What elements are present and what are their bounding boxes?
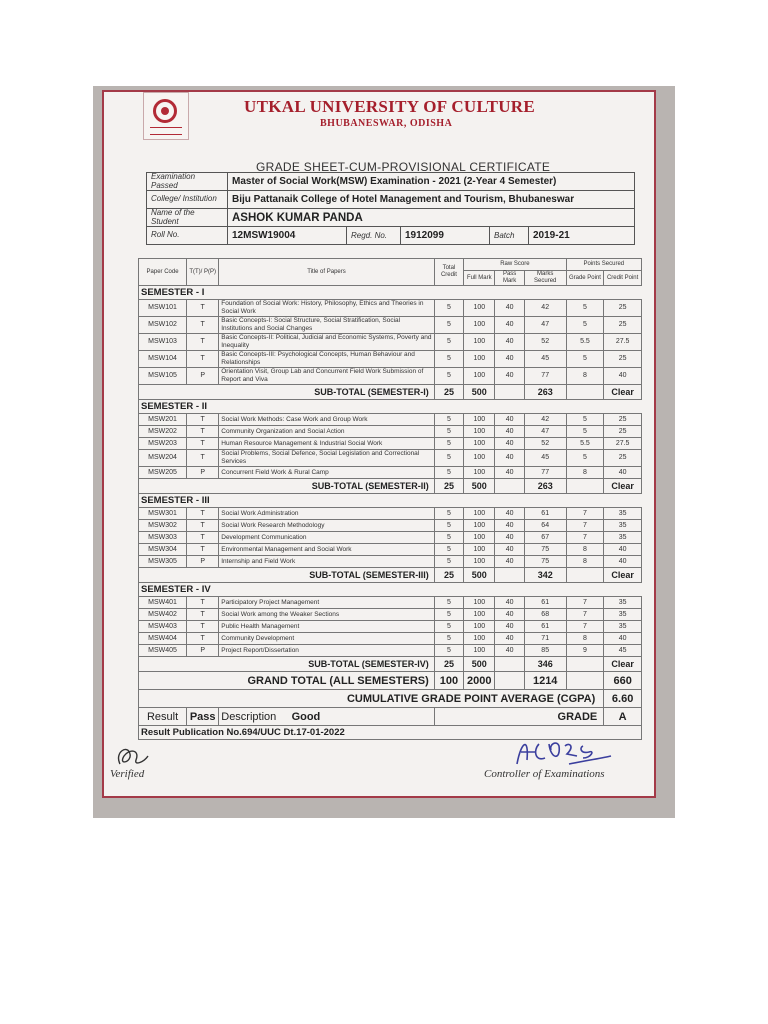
subtotal-row [139,479,642,494]
paper-code: MSW402 [139,609,187,621]
paper-code: MSW202 [139,426,187,438]
paper-row [139,645,642,657]
roll-label: Roll No. [147,227,228,245]
result-row [139,708,642,726]
controller-label: Controller of Examinations [484,768,605,780]
subtotal-full: 500 [464,385,495,400]
paper-code: MSW404 [139,633,187,645]
paper-code: MSW105 [139,368,187,385]
subtotal-status: Clear [604,568,642,583]
subtotal-row [139,385,642,400]
subtotal-status: Clear [604,479,642,494]
paper-grade-point: 7 [566,609,604,621]
paper-marks-secured: 68 [524,609,566,621]
paper-credit-point: 35 [604,597,642,609]
paper-full-mark: 100 [464,414,495,426]
grade-value: A [604,708,642,726]
subtotal-label: SUB-TOTAL (SEMESTER-IV) [139,657,435,672]
paper-pass-mark: 40 [495,520,524,532]
paper-row [139,633,642,645]
paper-full-mark: 100 [464,621,495,633]
paper-grade-point: 7 [566,532,604,544]
subtotal-full: 500 [464,568,495,583]
paper-marks-secured: 67 [524,532,566,544]
paper-marks-secured: 64 [524,520,566,532]
paper-grade-point: 8 [566,633,604,645]
paper-credit: 5 [434,414,463,426]
student-details [146,172,635,245]
paper-grade-point: 5.5 [566,334,604,351]
paper-code: MSW204 [139,450,187,467]
paper-pass-mark: 40 [495,556,524,568]
paper-row [139,414,642,426]
regd-value: 1912099 [401,227,490,245]
paper-row [139,438,642,450]
paper-row [139,426,642,438]
student-name: ASHOK KUMAR PANDA [228,209,635,227]
paper-type: T [187,633,219,645]
grand-total-secured: 1214 [524,672,566,690]
paper-title: Human Resource Management & Industrial Social Work [219,438,435,450]
paper-credit: 5 [434,645,463,657]
paper-credit-point: 35 [604,508,642,520]
description-label: Description [221,710,277,723]
paper-pass-mark: 40 [495,317,524,334]
university-logo [143,92,189,140]
paper-credit-point: 25 [604,450,642,467]
paper-credit-point: 40 [604,633,642,645]
semester-heading-row [139,400,642,414]
paper-credit: 5 [434,426,463,438]
paper-marks-secured: 61 [524,597,566,609]
paper-grade-point: 5 [566,450,604,467]
paper-title: Internship and Field Work [219,556,435,568]
paper-type: P [187,368,219,385]
paper-code: MSW302 [139,520,187,532]
paper-row [139,508,642,520]
paper-pass-mark: 40 [495,334,524,351]
batch-label: Batch [490,227,529,245]
paper-credit: 5 [434,508,463,520]
paper-grade-point: 8 [566,467,604,479]
paper-marks-secured: 77 [524,368,566,385]
paper-credit-point: 25 [604,317,642,334]
exam-value: Master of Social Work(MSW) Examination - 2021 (2-Year 4 Semester) [228,173,635,191]
paper-full-mark: 100 [464,633,495,645]
subtotal-secured: 263 [524,479,566,494]
paper-row [139,300,642,317]
paper-title: Orientation Visit, Group Lab and Concurrent Field Work Submission of Report and Viva [219,368,435,385]
paper-credit-point: 25 [604,351,642,368]
paper-full-mark: 100 [464,532,495,544]
paper-marks-secured: 75 [524,544,566,556]
paper-type: T [187,520,219,532]
paper-title: Participatory Project Management [219,597,435,609]
subtotal-status: Clear [604,385,642,400]
paper-grade-point: 5 [566,414,604,426]
paper-row [139,597,642,609]
paper-type: T [187,532,219,544]
col-pass-mark: Pass Mark [495,271,524,286]
paper-title: Social Work Administration [219,508,435,520]
document-photo [93,86,675,818]
paper-full-mark: 100 [464,426,495,438]
col-marks-secured: Marks Secured [524,271,566,286]
paper-pass-mark: 40 [495,467,524,479]
paper-code: MSW101 [139,300,187,317]
paper-code: MSW301 [139,508,187,520]
paper-row [139,467,642,479]
grade-sheet [102,90,656,798]
paper-title: Environmental Management and Social Work [219,544,435,556]
paper-code: MSW304 [139,544,187,556]
paper-row [139,334,642,351]
paper-row [139,556,642,568]
paper-grade-point: 5 [566,351,604,368]
paper-title: Community Organization and Social Action [219,426,435,438]
paper-pass-mark: 40 [495,633,524,645]
paper-full-mark: 100 [464,368,495,385]
paper-type: T [187,508,219,520]
paper-row [139,621,642,633]
paper-pass-mark: 40 [495,414,524,426]
paper-type: T [187,438,219,450]
paper-pass-mark: 40 [495,450,524,467]
paper-full-mark: 100 [464,544,495,556]
college-label: College/ Institution [147,191,228,209]
col-credit-point: Credit Point [604,271,642,286]
result-value: Pass [187,708,219,726]
paper-row [139,351,642,368]
paper-credit: 5 [434,351,463,368]
paper-full-mark: 100 [464,300,495,317]
semester-heading: SEMESTER - IV [139,583,642,597]
paper-full-mark: 100 [464,556,495,568]
paper-code: MSW405 [139,645,187,657]
paper-type: T [187,414,219,426]
paper-title: Development Communication [219,532,435,544]
marks-table [138,258,642,740]
paper-title: Social Work among the Weaker Sections [219,609,435,621]
paper-credit: 5 [434,556,463,568]
paper-credit-point: 35 [604,532,642,544]
col-type: T(T)/ P(P) [187,259,219,286]
paper-title: Basic Concepts-II: Political, Judicial and Economic Systems, Poverty and Inequality [219,334,435,351]
paper-grade-point: 5 [566,300,604,317]
paper-marks-secured: 75 [524,556,566,568]
paper-credit: 5 [434,609,463,621]
subtotal-status: Clear [604,657,642,672]
paper-full-mark: 100 [464,645,495,657]
col-title: Title of Papers [219,259,435,286]
paper-credit: 5 [434,544,463,556]
paper-type: T [187,317,219,334]
exam-label: Examination Passed [147,173,228,191]
paper-code: MSW303 [139,532,187,544]
paper-title: Social Problems, Social Defence, Social Legislation and Correctional Services [219,450,435,467]
certificate-title: GRADE SHEET-CUM-PROVISIONAL CERTIFICATE [256,160,551,174]
paper-type: T [187,597,219,609]
paper-grade-point: 8 [566,368,604,385]
paper-pass-mark: 40 [495,532,524,544]
paper-marks-secured: 71 [524,633,566,645]
subtotal-credit: 25 [434,657,463,672]
semester-heading-row [139,583,642,597]
paper-type: T [187,351,219,368]
paper-credit-point: 35 [604,621,642,633]
paper-type: P [187,467,219,479]
paper-type: T [187,544,219,556]
col-paper-code: Paper Code [139,259,187,286]
paper-credit: 5 [434,450,463,467]
paper-full-mark: 100 [464,597,495,609]
paper-marks-secured: 61 [524,508,566,520]
subtotal-label: SUB-TOTAL (SEMESTER-II) [139,479,435,494]
grand-total-row [139,672,642,690]
semester-heading: SEMESTER - III [139,494,642,508]
paper-row [139,450,642,467]
grand-total-credit-point: 660 [604,672,642,690]
paper-pass-mark: 40 [495,621,524,633]
paper-full-mark: 100 [464,450,495,467]
paper-pass-mark: 40 [495,544,524,556]
paper-marks-secured: 47 [524,317,566,334]
verified-label: Verified [110,768,145,780]
paper-code: MSW104 [139,351,187,368]
paper-credit-point: 40 [604,544,642,556]
semester-heading: SEMESTER - I [139,286,642,300]
paper-type: P [187,645,219,657]
grand-total-credit: 100 [434,672,463,690]
cgpa-label: CUMULATIVE GRADE POINT AVERAGE (CGPA) [139,690,604,708]
paper-full-mark: 100 [464,508,495,520]
paper-grade-point: 7 [566,621,604,633]
subtotal-credit: 25 [434,568,463,583]
paper-full-mark: 100 [464,334,495,351]
paper-credit-point: 35 [604,520,642,532]
paper-credit: 5 [434,467,463,479]
paper-marks-secured: 42 [524,300,566,317]
paper-credit-point: 25 [604,414,642,426]
subtotal-label: SUB-TOTAL (SEMESTER-I) [139,385,435,400]
paper-pass-mark: 40 [495,351,524,368]
subtotal-secured: 346 [524,657,566,672]
grand-total-full: 2000 [464,672,495,690]
paper-grade-point: 8 [566,556,604,568]
paper-grade-point: 5.5 [566,438,604,450]
paper-grade-point: 7 [566,508,604,520]
college-value: Biju Pattanaik College of Hotel Management and Tourism, Bhubaneswar [228,191,635,209]
semester-heading-row [139,286,642,300]
paper-pass-mark: 40 [495,609,524,621]
subtotal-label: SUB-TOTAL (SEMESTER-III) [139,568,435,583]
paper-type: T [187,300,219,317]
subtotal-row [139,568,642,583]
paper-code: MSW102 [139,317,187,334]
semester-heading: SEMESTER - II [139,400,642,414]
batch-value: 2019-21 [529,227,635,245]
paper-credit-point: 40 [604,368,642,385]
paper-grade-point: 7 [566,520,604,532]
emblem-icon [153,99,177,123]
paper-grade-point: 8 [566,544,604,556]
controller-signature [499,732,619,772]
paper-pass-mark: 40 [495,508,524,520]
university-city: BHUBANESWAR, ODISHA [320,118,453,129]
university-name: UTKAL UNIVERSITY OF CULTURE [244,97,536,116]
paper-credit-point: 35 [604,609,642,621]
paper-credit: 5 [434,438,463,450]
col-points-secured: Points Secured [566,259,641,271]
subtotal-secured: 263 [524,385,566,400]
paper-code: MSW201 [139,414,187,426]
col-total-credit: Total Credit [434,259,463,286]
paper-code: MSW403 [139,621,187,633]
paper-credit-point: 27.5 [604,438,642,450]
paper-code: MSW203 [139,438,187,450]
paper-credit: 5 [434,597,463,609]
paper-marks-secured: 47 [524,426,566,438]
paper-credit-point: 40 [604,467,642,479]
paper-marks-secured: 52 [524,334,566,351]
result-label: Result [139,708,187,726]
paper-credit: 5 [434,317,463,334]
marks-table-body [139,286,642,672]
paper-row [139,532,642,544]
paper-pass-mark: 40 [495,300,524,317]
paper-title: Basic Concepts-III: Psychological Concepts, Human Behaviour and Relationships [219,351,435,368]
col-full-mark: Full Mark [464,271,495,286]
paper-grade-point: 5 [566,317,604,334]
paper-credit: 5 [434,520,463,532]
paper-type: T [187,621,219,633]
paper-marks-secured: 45 [524,450,566,467]
paper-type: T [187,334,219,351]
col-grade-point: Grade Point [566,271,604,286]
paper-title: Public Health Management [219,621,435,633]
paper-credit: 5 [434,300,463,317]
paper-title: Foundation of Social Work: History, Philosophy, Ethics and Theories in Social Work [219,300,435,317]
paper-row [139,368,642,385]
description-value: Good [291,710,321,723]
paper-title: Basic Concepts-I: Social Structure, Social Stratification, Social Institutions and Social Changes [219,317,435,334]
cgpa-value: 6.60 [604,690,642,708]
paper-full-mark: 100 [464,609,495,621]
paper-title: Social Work Methods: Case Work and Group Work [219,414,435,426]
paper-title: Project Report/Dissertation [219,645,435,657]
paper-full-mark: 100 [464,520,495,532]
paper-marks-secured: 42 [524,414,566,426]
paper-type: T [187,426,219,438]
paper-grade-point: 7 [566,597,604,609]
paper-full-mark: 100 [464,438,495,450]
paper-credit: 5 [434,368,463,385]
paper-grade-point: 5 [566,426,604,438]
roll-value: 12MSW19004 [228,227,347,245]
paper-credit-point: 25 [604,300,642,317]
subtotal-full: 500 [464,479,495,494]
paper-title: Concurrent Field Work & Rural Camp [219,467,435,479]
paper-marks-secured: 45 [524,351,566,368]
paper-pass-mark: 40 [495,438,524,450]
paper-grade-point: 9 [566,645,604,657]
regd-label: Regd. No. [347,227,401,245]
paper-credit: 5 [434,532,463,544]
paper-type: P [187,556,219,568]
subtotal-row [139,657,642,672]
paper-credit: 5 [434,621,463,633]
cgpa-row [139,690,642,708]
paper-code: MSW205 [139,467,187,479]
paper-pass-mark: 40 [495,645,524,657]
paper-marks-secured: 61 [524,621,566,633]
paper-credit-point: 27.5 [604,334,642,351]
paper-pass-mark: 40 [495,426,524,438]
paper-full-mark: 100 [464,317,495,334]
paper-title: Community Development [219,633,435,645]
paper-credit-point: 40 [604,556,642,568]
paper-title: Social Work Research Methodology [219,520,435,532]
paper-marks-secured: 85 [524,645,566,657]
subtotal-secured: 342 [524,568,566,583]
paper-credit-point: 45 [604,645,642,657]
paper-row [139,317,642,334]
paper-row [139,544,642,556]
paper-credit: 5 [434,633,463,645]
semester-heading-row [139,494,642,508]
grade-label: GRADE [434,708,603,726]
paper-marks-secured: 77 [524,467,566,479]
paper-type: T [187,609,219,621]
subtotal-credit: 25 [434,385,463,400]
paper-full-mark: 100 [464,467,495,479]
paper-credit-point: 25 [604,426,642,438]
paper-row [139,609,642,621]
paper-full-mark: 100 [464,351,495,368]
paper-credit: 5 [434,334,463,351]
grand-total-label: GRAND TOTAL (ALL SEMESTERS) [139,672,435,690]
name-label: Name of the Student [147,209,228,227]
paper-row [139,520,642,532]
subtotal-credit: 25 [434,479,463,494]
paper-code: MSW401 [139,597,187,609]
paper-pass-mark: 40 [495,368,524,385]
paper-type: T [187,450,219,467]
col-raw-score: Raw Score [464,259,567,271]
paper-marks-secured: 52 [524,438,566,450]
paper-code: MSW103 [139,334,187,351]
paper-code: MSW305 [139,556,187,568]
publication-text: Result Publication No.694/UUC Dt.17-01-2022 [139,726,642,740]
subtotal-full: 500 [464,657,495,672]
paper-pass-mark: 40 [495,597,524,609]
